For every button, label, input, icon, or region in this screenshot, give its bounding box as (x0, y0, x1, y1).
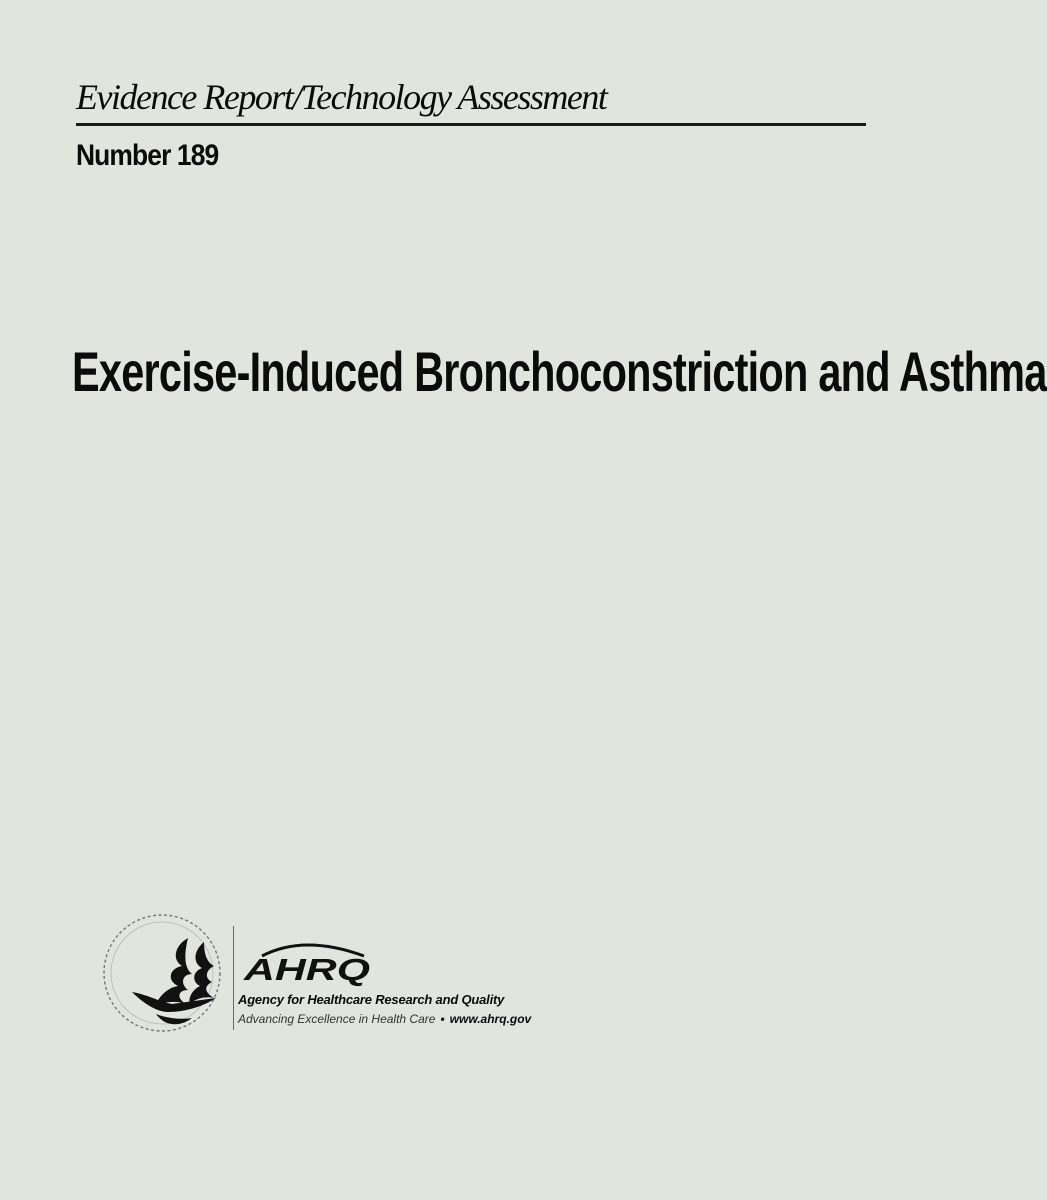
agency-name: Agency for Healthcare Research and Quality (238, 992, 505, 1007)
report-title: Exercise-Induced Bronchoconstriction and Asthma (72, 340, 1047, 403)
publisher-logo (96, 908, 596, 1038)
svg-text:AHRQ: AHRQ (242, 952, 370, 987)
logo-divider (233, 926, 234, 1030)
bullet-separator: • (440, 1012, 445, 1026)
agency-website: www.ahrq.gov (449, 1012, 532, 1026)
ahrq-wordmark (244, 936, 374, 986)
series-title: Evidence Report/Technology Assessment (76, 77, 607, 117)
report-number: Number 189 (76, 139, 219, 172)
logo-tagline-line (238, 1011, 531, 1027)
hhs-eagle-seal-icon (96, 908, 228, 1038)
agency-tagline: Advancing Excellence in Health Care (238, 1012, 436, 1026)
header-rule (76, 123, 866, 126)
